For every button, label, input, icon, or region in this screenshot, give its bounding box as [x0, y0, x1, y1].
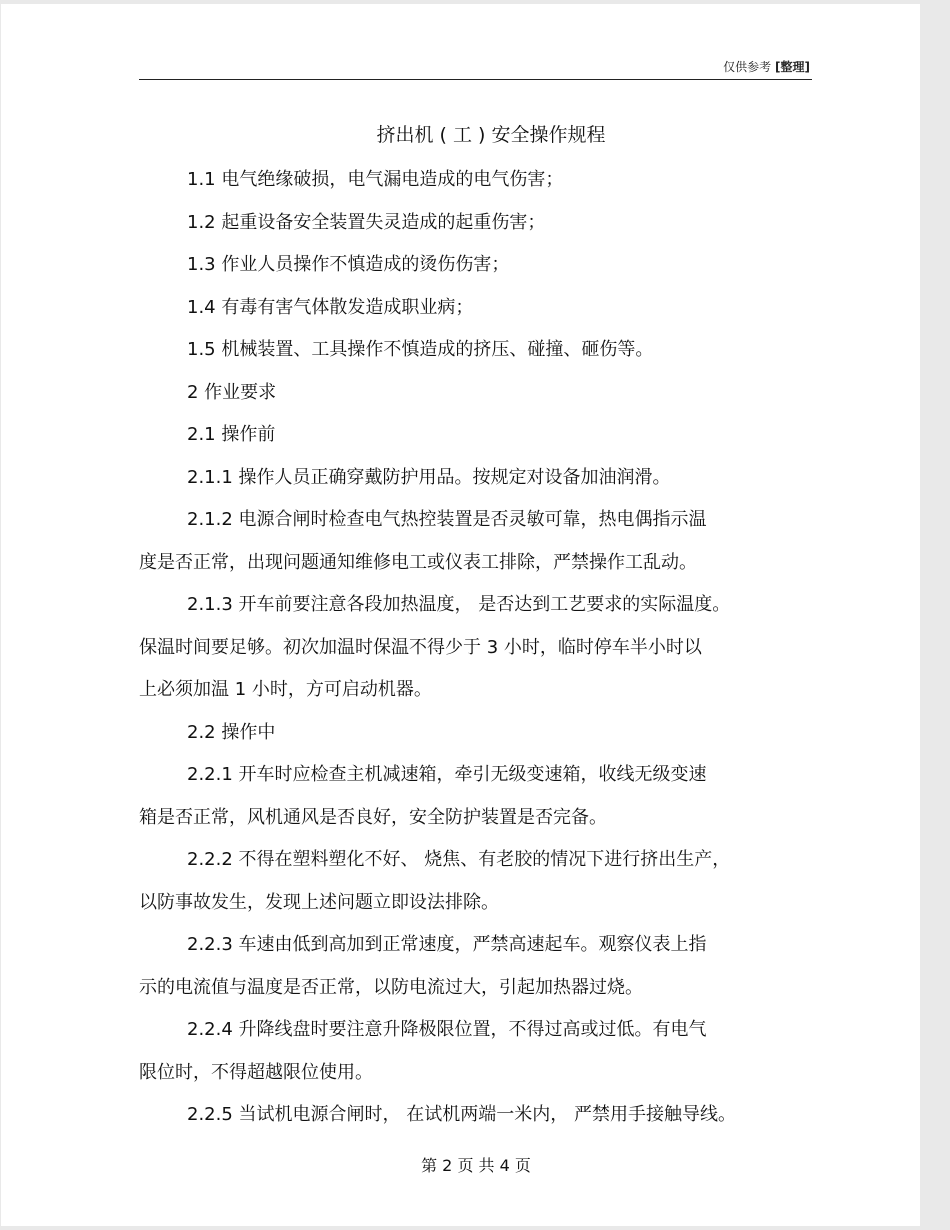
- document-page: [1, 4, 920, 1226]
- paragraph-line: 示的电流值与温度是否正常，以防电流过大，引起加热器过烧。: [139, 977, 643, 998]
- paragraph-line: 2.1.1 操作人员正确穿戴防护用品。按规定对设备加油润滑。: [187, 467, 671, 488]
- section-heading: 2 作业要求: [187, 382, 277, 403]
- paragraph-line: 保温时间要足够。初次加温时保温不得少于 3 小时，临时停车半小时以: [139, 637, 702, 658]
- paragraph-line: 1.2 起重设备安全装置失灵造成的起重伤害；: [187, 212, 546, 233]
- header-text: 仅供参考: [723, 60, 772, 74]
- paragraph-line: 限位时，不得超越限位使用。: [139, 1062, 373, 1083]
- paragraph-line: 1.4 有毒有害气体散发造成职业病；: [187, 297, 474, 318]
- paragraph-line: 箱是否正常，风机通风是否良好，安全防护装置是否完备。: [139, 807, 607, 828]
- section-heading: 2.2 操作中: [187, 722, 276, 743]
- paragraph-line: 2.2.1 开车时应检查主机减速箱，牵引无级变速箱，收线无级变速: [187, 764, 707, 785]
- paragraph-line: 1.3 作业人员操作不慎造成的烫伤伤害；: [187, 254, 510, 275]
- paragraph-line: 2.1.3 开车前要注意各段加热温度， 是否达到工艺要求的实际温度。: [187, 594, 731, 615]
- paragraph-line: 2.2.4 升降线盘时要注意升降极限位置，不得过高或过低。有电气: [187, 1019, 707, 1040]
- paragraph-line: 1.5 机械装置、工具操作不慎造成的挤压、碰撞、砸伤等。: [187, 339, 654, 360]
- paragraph-line: 2.2.3 车速由低到高加到正常速度，严禁高速起车。观察仪表上指: [187, 934, 707, 955]
- paragraph-line: 以防事故发生，发现上述问题立即设法排除。: [139, 892, 499, 913]
- paragraph-line: 上必须加温 1 小时，方可启动机器。: [139, 679, 432, 700]
- page-header: [723, 58, 810, 75]
- section-heading: 2.1 操作前: [187, 424, 276, 445]
- paragraph-line: 2.2.5 当试机电源合闸时， 在试机两端一米内， 严禁用手接触导线。: [187, 1104, 736, 1125]
- paragraph-line: 1.1 电气绝缘破损，电气漏电造成的电气伤害；: [187, 169, 564, 190]
- paragraph-line: 度是否正常，出现问题通知维修电工或仪表工排除，严禁操作工乱动。: [139, 552, 697, 573]
- header-divider: [139, 79, 812, 80]
- paragraph-line: 2.1.2 电源合闸时检查电气热控装置是否灵敏可靠，热电偶指示温: [187, 509, 707, 530]
- page-footer: 第 2 页 共 4 页: [421, 1156, 531, 1175]
- header-bracket: [整理]: [775, 60, 810, 74]
- document-title: 挤出机 ( 工 ) 安全操作规程: [376, 124, 606, 146]
- paragraph-line: 2.2.2 不得在塑料塑化不好、 烧焦、有老胶的情况下进行挤出生产，: [187, 849, 731, 870]
